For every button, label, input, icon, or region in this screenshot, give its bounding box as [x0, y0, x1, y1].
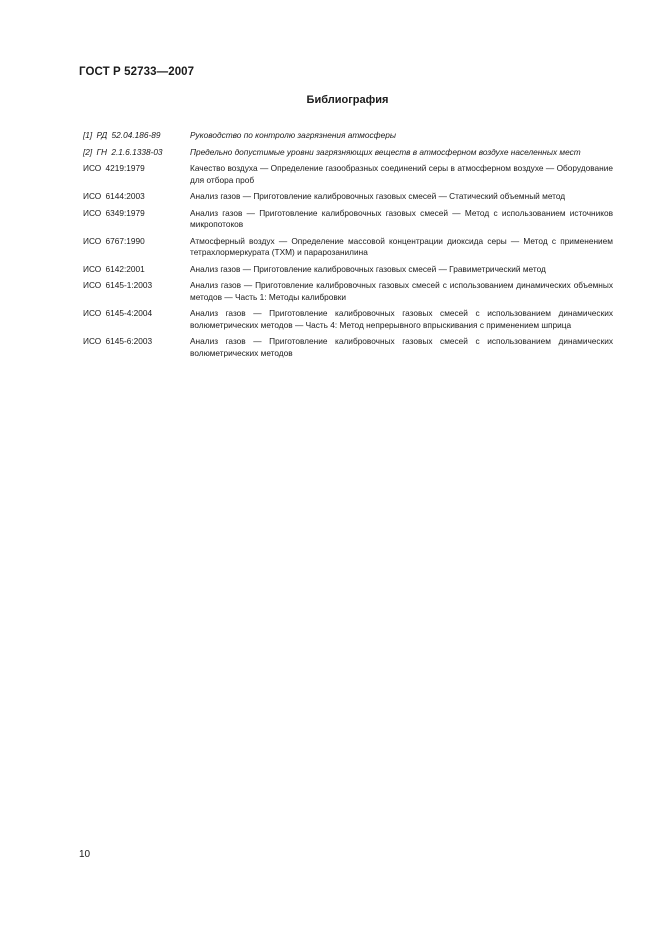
- page-number: 10: [79, 849, 91, 860]
- bibliography-text: Предельно допустимые уровни загрязняющих веществ в атмосферном воздухе населенных мест: [190, 146, 581, 157]
- bibliography-ref: ИСО 6767:1990: [83, 235, 145, 246]
- bibliography-ref: ИСО 6145-6:2003: [83, 336, 153, 346]
- bibliography-ref: ИСО 6142:2001: [83, 263, 145, 274]
- bibliography-ref: ИСО 4219:1979: [83, 163, 145, 173]
- bibliography-entry: [83, 208, 613, 231]
- bibliography-text: Атмосферный воздух — Определение массовой концентрации диоксида серы — Метод с применением тетрахлормеркурата (ТХМ) и парарозанилина: [190, 235, 613, 257]
- bibliography-entry: [83, 308, 613, 331]
- section-title: Библиография: [306, 94, 389, 106]
- bibliography-text: Анализ газов — Приготовление калибровочных газовых смесей с использованием динамических волюметрических методов: [190, 336, 613, 358]
- bibliography-entry: [83, 163, 613, 186]
- bibliography-entry: [83, 191, 613, 203]
- bibliography-text: Анализ газов — Приготовление калибровочных газовых смесей — Метод с использованием источников микропотоков: [190, 207, 613, 229]
- bibliography-text: Анализ газов — Приготовление калибровочных газовых смесей — Статический объемный метод: [190, 191, 566, 201]
- bibliography-text: Руководство по контролю загрязнения атмосферы: [190, 130, 396, 140]
- bibliography-ref: [2] ГН 2.1.6.1338-03: [83, 146, 163, 157]
- bibliography-text: Анализ газов — Приготовление калибровочных газовых смесей с использованием динамических объемных методов — Часть 1: Методы калибровки: [190, 280, 613, 302]
- bibliography-entry: [83, 280, 613, 303]
- bibliography-list: [83, 130, 613, 364]
- bibliography-text: Анализ газов — Приготовление калибровочных газовых смесей с использованием динамических волюметрических методов — Часть 4: Метод непрерывного впрыскивания с применением шприца: [190, 308, 613, 330]
- bibliography-ref: ИСО 6145-1:2003: [83, 280, 153, 290]
- bibliography-text: Качество воздуха — Определение газообразных соединений серы в атмосферном воздухе — Оборудование для отбора проб: [190, 163, 613, 185]
- bibliography-entry: [83, 236, 613, 259]
- bibliography-text: Анализ газов — Приготовление калибровочных газовых смесей — Гравиметрический метод: [190, 263, 546, 274]
- bibliography-ref: ИСО 6349:1979: [83, 207, 145, 218]
- bibliography-ref: ИСО 6145-4:2004: [83, 308, 153, 318]
- bibliography-entry: [83, 130, 613, 142]
- bibliography-ref: ИСО 6144:2003: [83, 191, 145, 201]
- bibliography-entry: [83, 147, 613, 159]
- bibliography-entry: [83, 336, 613, 359]
- bibliography-ref: [1] РД 52.04.186-89: [83, 130, 161, 140]
- bibliography-entry: [83, 264, 613, 276]
- document-header: ГОСТ Р 52733—2007: [79, 66, 195, 78]
